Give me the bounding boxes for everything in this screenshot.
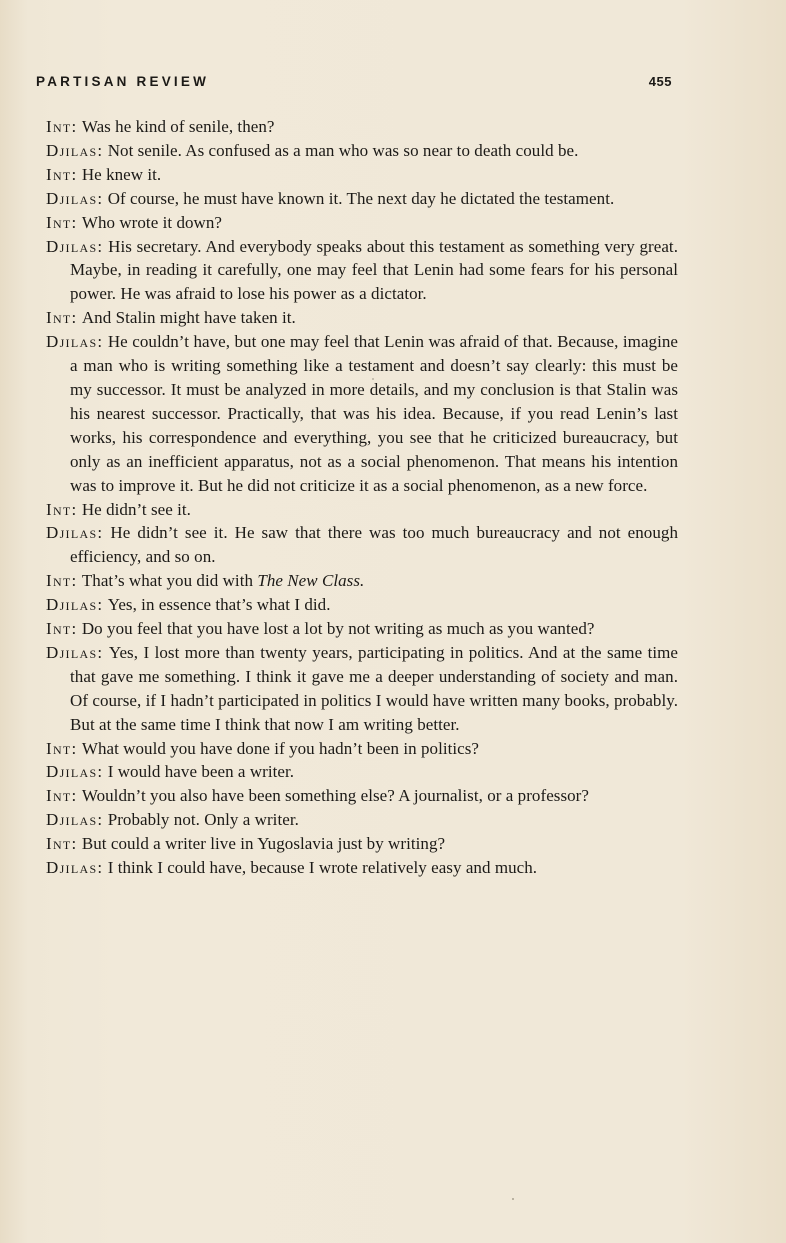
dialogue-line xyxy=(46,569,678,593)
speaker-label: Int: xyxy=(46,308,78,328)
speaker-label: Djilas: xyxy=(46,762,104,782)
speaker-label: Int: xyxy=(46,786,78,806)
speaker-label: Djilas: xyxy=(46,236,104,256)
dialogue-text: Of course, he must have known it. The next day he dictated the testament. xyxy=(107,188,615,208)
dialogue-text: Wouldn’t you also have been something else? A journalist, or a professor? xyxy=(81,786,589,806)
dialogue-text: And Stalin might have taken it. xyxy=(81,308,296,328)
speaker-label: Djilas: xyxy=(46,858,104,878)
speaker-label: Djilas: xyxy=(46,642,104,662)
dialogue-text: What would you have done if you hadn’t been in politics? xyxy=(81,738,480,758)
dialogue-text: Do you feel that you have lost a lot by not writing as much as you wanted? xyxy=(81,619,595,639)
dialogue-line xyxy=(46,737,678,761)
paper-speck xyxy=(372,378,374,380)
dialogue-text: He couldn’t have, but one may feel that Lenin was afraid of that. Because, imagine a man who is writing something like a testament and doesn’t say clearly: this must be my successor. It must be analyzed in more details, and my conclusion is that Stalin was his nearest successor. Practically, that was his idea. Because, if you read Lenin’s last works, his correspondence and everything, you see that he criticized bureaucracy, but only as an inefficient apparatus, not as a social phenomenon. That means his intention was to improve it. But he did not criticize it as a social phenomenon, as a new force. xyxy=(70,332,679,495)
dialogue-text: Was he kind of senile, then? xyxy=(81,117,275,136)
dialogue-text xyxy=(82,571,364,590)
page-header xyxy=(36,74,672,94)
dialogue-text: But could a writer live in Yugoslavia just by writing? xyxy=(81,834,446,854)
dialogue-line xyxy=(46,163,678,187)
speaker-label: Int: xyxy=(46,117,78,136)
speaker-label: Int: xyxy=(46,834,78,854)
dialogue-text: Yes, in essence that’s what I did. xyxy=(107,595,331,615)
running-head: PARTISAN REVIEW xyxy=(36,74,210,89)
dialogue-line xyxy=(46,211,678,235)
dialogue-line xyxy=(46,235,678,307)
dialogue-text: Probably not. Only a writer. xyxy=(107,810,299,830)
page-number: 455 xyxy=(648,74,672,89)
dialogue-line xyxy=(46,760,678,784)
speaker-label: Djilas: xyxy=(46,140,104,160)
dialogue-line xyxy=(46,187,678,211)
speaker-label: Djilas: xyxy=(46,523,104,543)
dialogue-text: Not senile. As confused as a man who was so near to death could be. xyxy=(107,140,579,160)
dialogue-line xyxy=(46,808,678,832)
dialogue-line xyxy=(46,139,678,163)
dialogue-line xyxy=(46,617,678,641)
dialogue-line xyxy=(46,498,678,522)
dialogue-line xyxy=(46,784,678,808)
speaker-label: Int: xyxy=(46,499,78,519)
dialogue-text: Who wrote it down? xyxy=(81,212,223,232)
dialogue-line xyxy=(46,832,678,856)
dialogue-text: He didn’t see it. He saw that there was too much bureaucracy and not enough efficiency, and so on. xyxy=(70,523,678,567)
dialogue-text: I think I could have, because I wrote relatively easy and much. xyxy=(107,858,538,878)
speaker-label: Int: xyxy=(46,212,78,232)
dialogue-line xyxy=(46,641,678,737)
dialogue-text: Yes, I lost more than twenty years, participating in politics. And at the same time that gave me something. I think it gave me a deeper understanding of society and man. Of course, if I hadn’t participated in politics I would have written many books, probably. But at the same time I think that now I am writing better. xyxy=(70,642,679,734)
dialogue-text-roman: That’s what you did with xyxy=(81,571,254,591)
speaker-label: Djilas: xyxy=(46,810,104,830)
dialogue-line xyxy=(46,330,678,497)
speaker-label: Int: xyxy=(46,571,78,591)
book-title: The New Class. xyxy=(257,571,365,591)
speaker-label: Djilas: xyxy=(46,188,104,208)
dialogue-line xyxy=(46,521,678,569)
paper-speck xyxy=(512,1198,514,1200)
dialogue-text: I would have been a writer. xyxy=(107,762,295,782)
dialogue-line xyxy=(46,593,678,617)
dialogue-line xyxy=(46,856,678,880)
dialogue-text: He didn’t see it. xyxy=(81,499,191,519)
speaker-label: Djilas: xyxy=(46,595,104,615)
interview-text xyxy=(46,115,678,880)
speaker-label: Int: xyxy=(46,619,78,639)
dialogue-line xyxy=(46,115,678,139)
speaker-label: Int: xyxy=(46,164,78,184)
dialogue-line xyxy=(46,306,678,330)
speaker-label: Djilas: xyxy=(46,332,104,352)
speaker-label: Int: xyxy=(46,738,78,758)
dialogue-text: His secretary. And everybody speaks about this testament as something very great. Maybe, in reading it carefully, one may feel that Lenin had some fears for his personal power. He was afraid to lose his power as a dictator. xyxy=(70,236,679,304)
dialogue-text: He knew it. xyxy=(81,164,162,184)
